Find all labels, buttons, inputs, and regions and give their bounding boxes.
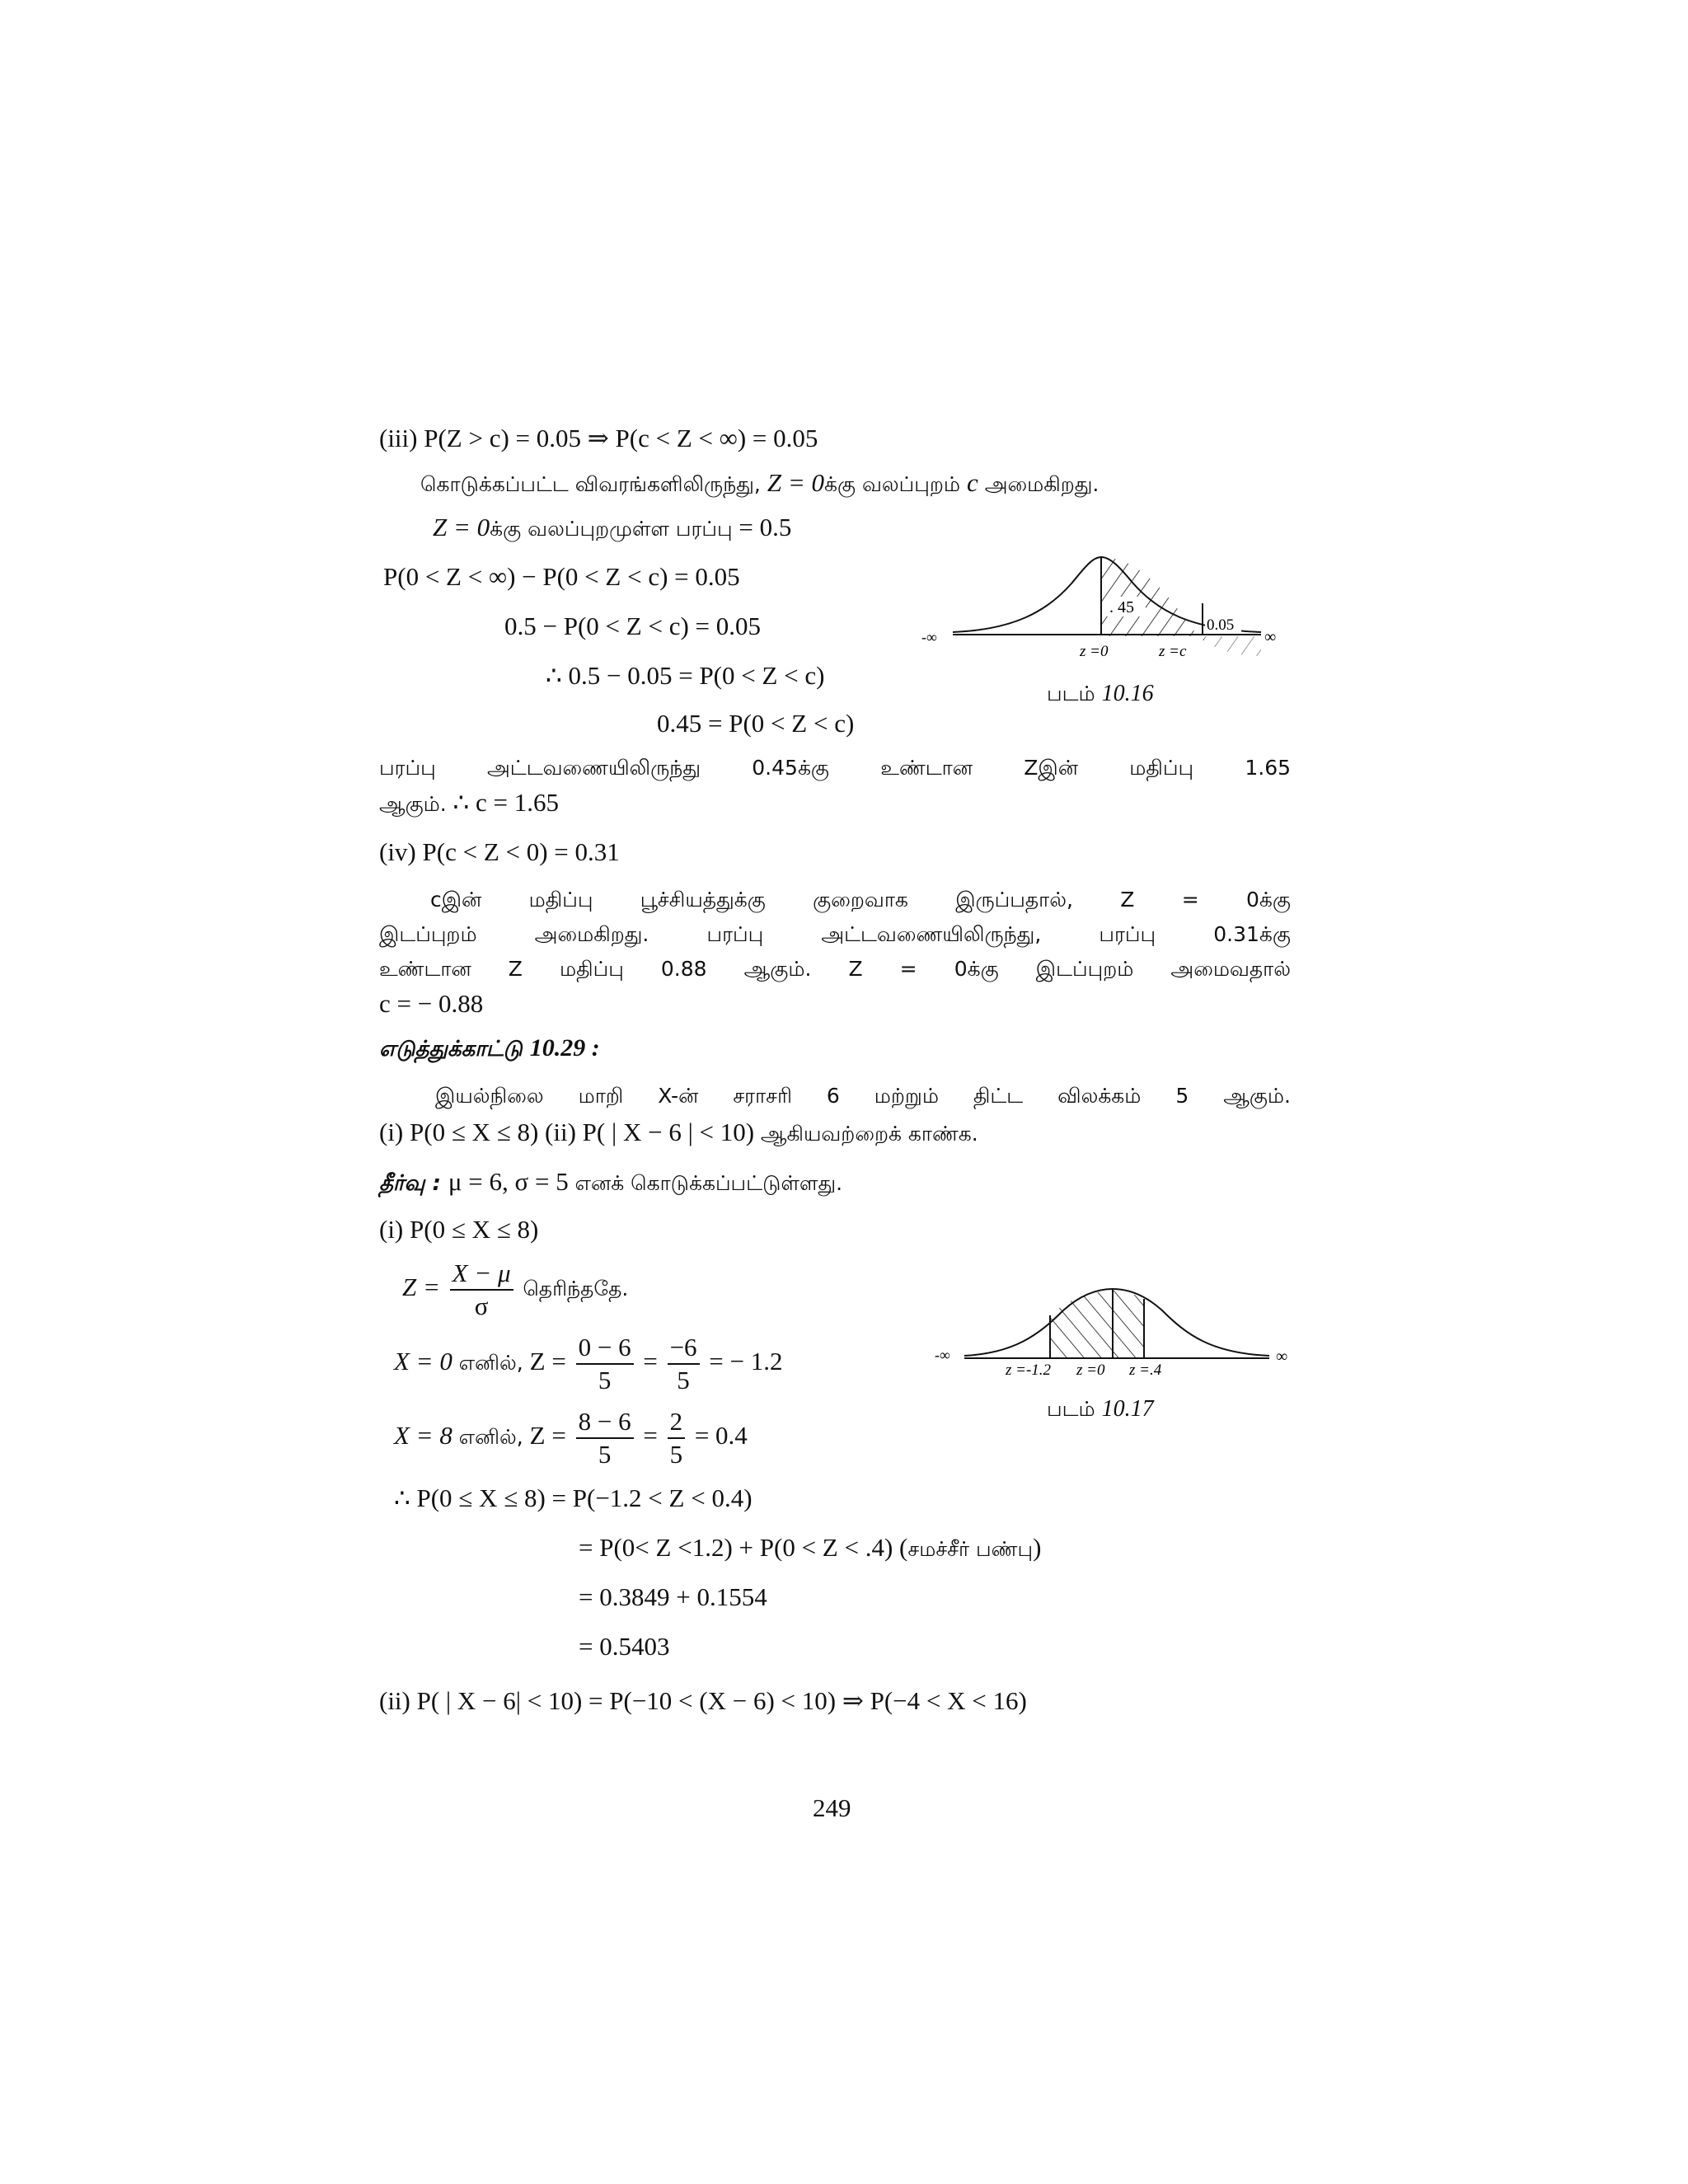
equation-line-3: ∴ 0.5 − 0.05 = P(0 < Z < c) [546, 661, 825, 690]
equation-line-2: 0.5 − P(0 < Z < c) = 0.05 [504, 612, 762, 640]
example-heading: எடுத்துக்காட்டு 10.29 : [379, 1034, 600, 1062]
conclusion-line-2: = P(0< Z <1.2) + P(0 < Z < .4) (சமச்சீர் பண்பு) [579, 1533, 1042, 1562]
conclusion-line-4: = 0.5403 [579, 1632, 670, 1661]
label-z0: z =0 [1076, 1361, 1105, 1379]
label-pos-inf: ∞ [1276, 1347, 1288, 1366]
z-formula: Z = $\frac{X - \mu}{\sigma}$ தெரிந்ததே. [402, 1258, 629, 1320]
part-iv-statement: (iv) P(c < Z < 0) = 0.31 [379, 837, 620, 866]
x0-calc: X = 0 எனில், Z = $\frac{0 - 6}{5}$ = $\frac{-6}{5}$ = − 1.2 [394, 1332, 783, 1394]
example-problem-2: (i) P(0 ≤ X ≤ 8) (ii) P( | X − 6 | < 10) ஆகியவற்றைக் காண்க. [379, 1118, 978, 1146]
part-ii-statement: (ii) P( | X − 6| < 10) = P(−10 < (X − 6) < 10) ⇒ P(−4 < X < 16) [379, 1686, 1027, 1715]
figure-10-17-caption: படம் 10.17 [1047, 1396, 1154, 1422]
part-iii-given: கொடுக்கப்பட்ட விவரங்களிலிருந்து, Z = 0க்கு வலப்புறம் c அமைகிறது. [420, 468, 1100, 497]
part-iv-para-3: உண்டான Z மதிப்பு 0.88 ஆகும். Z = 0க்கு இடப்புறம் அமைவதால் [379, 957, 1291, 981]
label-pos-inf: ∞ [1264, 628, 1277, 646]
page-number: 249 [813, 1793, 851, 1822]
z-fraction: $\frac{X - \mu}{\sigma}$ [450, 1258, 513, 1322]
label-area-005: 0.05 [1207, 616, 1235, 634]
label-neg-inf: -∞ [921, 629, 937, 645]
figure-10-16-normal-curve [915, 546, 1286, 669]
equation-line-1: P(0 < Z < ∞) − P(0 < Z < c) = 0.05 [383, 562, 740, 591]
conclusion-line-1: ∴ P(0 ≤ X ≤ 8) = P(−1.2 < Z < 0.4) [394, 1483, 753, 1512]
part-iii-right-area: Z = 0க்கு வலப்புறமுள்ள பரப்பு = 0.5 [433, 513, 792, 541]
solution-line: தீர்வு : μ = 6, σ = 5 எனக் கொடுக்கப்பட்டுள்ளது. [379, 1167, 843, 1196]
part-iv-para-4: c = − 0.88 [379, 989, 484, 1018]
label-z0: z =0 [1080, 643, 1109, 660]
result-line-2: ஆகும். ∴ c = 1.65 [379, 788, 559, 817]
label-zc: z =c [1159, 643, 1187, 660]
part-i-statement: (i) P(0 ≤ X ≤ 8) [379, 1215, 539, 1244]
figure-10-17-normal-curve [923, 1269, 1302, 1385]
label-zneg: z =-1.2 [1006, 1361, 1052, 1379]
shaded-area-pos [1113, 1291, 1144, 1358]
shaded-area-tail [1204, 636, 1261, 656]
x8-calc: X = 8 எனில், Z = $\frac{8 - 6}{5}$ = $\frac{2}{5}$ = 0.4 [394, 1406, 748, 1469]
part-iii-statement: (iii) P(Z > c) = 0.05 ⇒ P(c < Z < ∞) = 0.05 [379, 424, 818, 452]
figure-10-16-caption: படம் 10.16 [1047, 681, 1154, 706]
label-area-45: . 45 [1109, 598, 1134, 616]
part-iv-para-2: இடப்புறம் அமைகிறது. பரப்பு அட்டவணையிலிருந்து, பரப்பு 0.31க்கு [379, 922, 1291, 946]
shaded-area-neg [1050, 1291, 1113, 1358]
conclusion-line-3: = 0.3849 + 0.1554 [579, 1582, 767, 1611]
example-problem-1: இயல்நிலை மாறி X-ன் சராசரி 6 மற்றும் திட்ட விலக்கம் 5 ஆகும். [435, 1084, 1291, 1108]
equation-line-4: 0.45 = P(0 < Z < c) [657, 709, 855, 738]
part-iv-para-1: cஇன் மதிப்பு பூச்சியத்துக்கு குறைவாக இருப்பதால், Z = 0க்கு [430, 888, 1291, 912]
label-zpos: z =.4 [1129, 1361, 1162, 1379]
label-neg-inf: -∞ [935, 1347, 950, 1363]
result-line-1: பரப்பு அட்டவணையிலிருந்து 0.45க்கு உண்டான Zஇன் மதிப்பு 1.65 [379, 756, 1291, 780]
